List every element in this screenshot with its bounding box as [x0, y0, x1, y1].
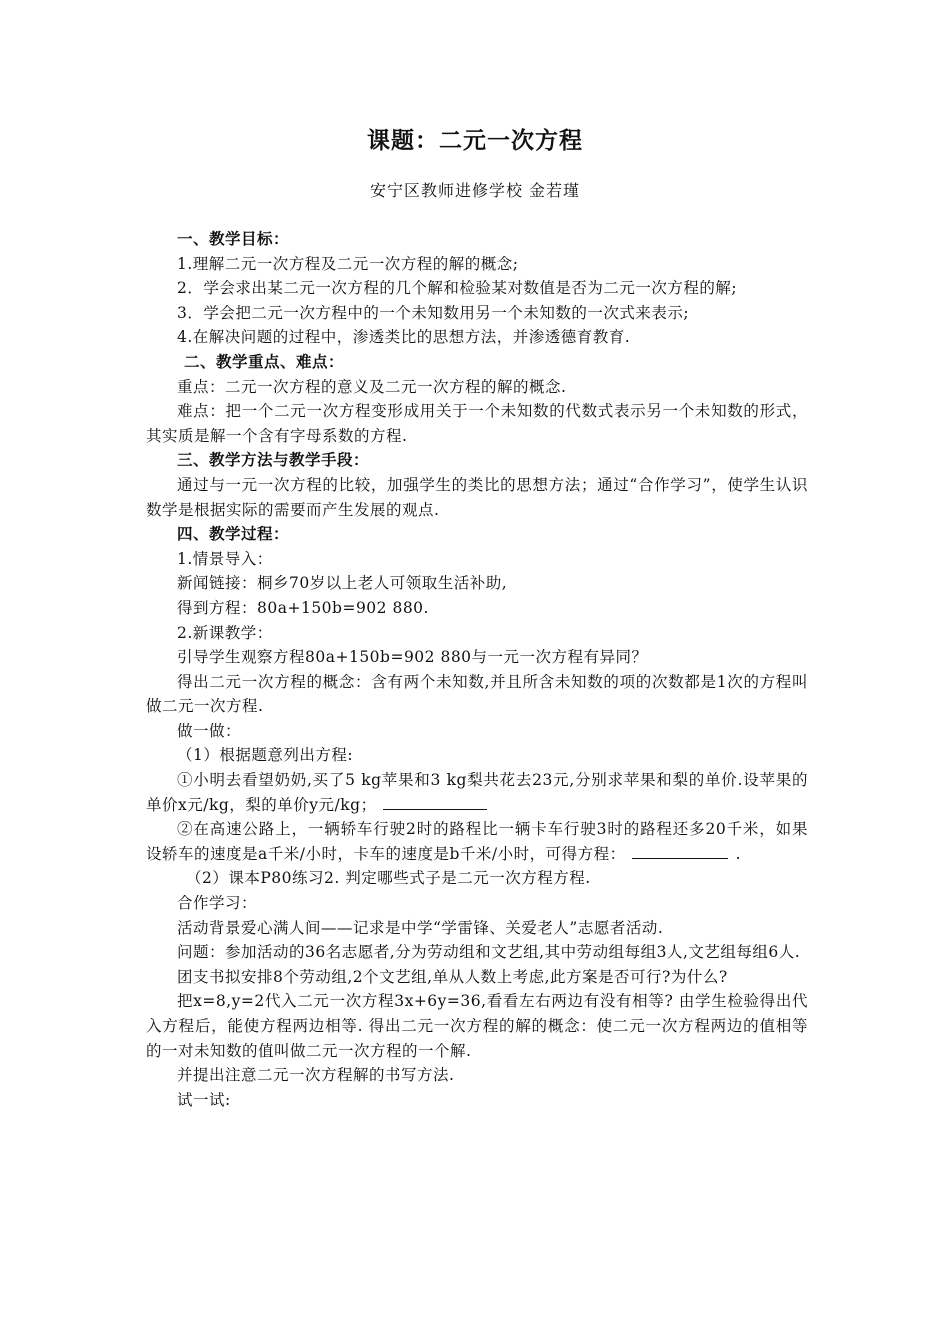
answer-blank — [632, 844, 728, 859]
paragraph: 得出二元一次方程的概念：含有两个未知数,并且所含未知数的项的次数都是1次的方程叫做二元一次方程. — [146, 672, 808, 716]
paragraph: 重点：二元一次方程的意义及二元一次方程的解的概念. — [177, 377, 567, 396]
paragraph: 难点：把一个二元一次方程变形成用关于一个未知数的代数式表示另一个未知数的形式，其实质是解一个含有字母系数的方程. — [146, 402, 808, 445]
paragraph: 活动背景爱心满人间——记求是中学“学雷锋、关爱老人”志愿者活动. — [177, 918, 664, 937]
paragraph: 3．学会把二元一次方程中的一个未知数用另一个未知数的一次式来表示; — [177, 303, 690, 322]
section-heading-methods: 三、教学方法与教学手段： — [177, 451, 370, 470]
author-line: 安宁区教师进修学校 金若瑾 — [369, 181, 581, 200]
exercise-text: ①小明去看望奶奶,买了5 kg苹果和3 kg梨共花去23元,分别求苹果和梨的单价.设苹果的单价x元/kg，梨的单价y元/kg； — [146, 771, 808, 814]
paragraph: 4.在解决问题的过程中，渗透类比的思想方法，并渗透德育教育. — [177, 328, 631, 347]
paragraph: 1.情景导入： — [177, 549, 273, 568]
answer-blank — [383, 795, 487, 810]
paragraph: 团支书拟安排8个劳动组,2个文艺组,单从人数上考虑,此方案是否可行?为什么? — [177, 967, 728, 986]
exercise-item-1 — [146, 768, 808, 817]
paragraph: 试一试: — [177, 1090, 231, 1109]
paragraph: 并提出注意二元一次方程解的书写方法. — [177, 1066, 455, 1085]
exercise-text: ②在高速公路上，一辆轿车行驶2时的路程比一辆卡车行驶3时的路程还多20千米，如果设轿车的速度是a千米/小时，卡车的速度是b千米/小时，可得方程： — [146, 820, 808, 863]
period: . — [735, 844, 742, 863]
paragraph: 得到方程：80a+150b=902 880. — [177, 598, 429, 617]
document-body — [146, 227, 808, 1112]
section-heading-objectives: 一、教学目标： — [177, 230, 290, 248]
paragraph: （1）根据题意列出方程: — [177, 746, 354, 765]
section-heading-process: 四、教学过程： — [177, 525, 290, 544]
paragraph: 2．学会求出某二元一次方程的几个解和检验某对数值是否为二元一次方程的解; — [177, 279, 738, 298]
paragraph: 引导学生观察方程80a+150b=902 880与一元一次方程有异同？ — [177, 648, 648, 667]
paragraph: 新闻链接：桐乡70岁以上老人可领取生活补助, — [177, 574, 508, 593]
paragraph: 2.新课教学： — [177, 623, 273, 642]
section-heading-key-points: 二、教学重点、难点： — [184, 352, 345, 371]
paragraph: 1.理解二元一次方程及二元一次方程的解的概念; — [177, 254, 519, 273]
paragraph: 通过与一元一次方程的比较，加强学生的类比的思想方法；通过“合作学习”，使学生认识数学是根据实际的需要而产生发展的观点. — [146, 475, 808, 519]
exercise-item-2 — [146, 817, 808, 866]
paragraph: 做一做： — [177, 721, 242, 740]
paragraph: 合作学习： — [177, 894, 258, 913]
paragraph: 把x=8,y=2代入二元一次方程3x+6y=36,看看左右两边有没有相等? 由学生检验得出代入方程后，能使方程两边相等. 得出二元一次方程的解的概念：使二元一次方程两边的值相等的一对未知数的值叫做二元一次方程的一个解. — [146, 992, 808, 1060]
document-title: 课题：二元一次方程 — [367, 128, 583, 154]
paragraph: 问题：参加活动的36名志愿者,分为劳动组和文艺组,其中劳动组每组3人,文艺组每组6人. — [177, 943, 801, 962]
paragraph: （2）课本P80练习2. 判定哪些式子是二元一次方程方程. — [186, 869, 591, 888]
